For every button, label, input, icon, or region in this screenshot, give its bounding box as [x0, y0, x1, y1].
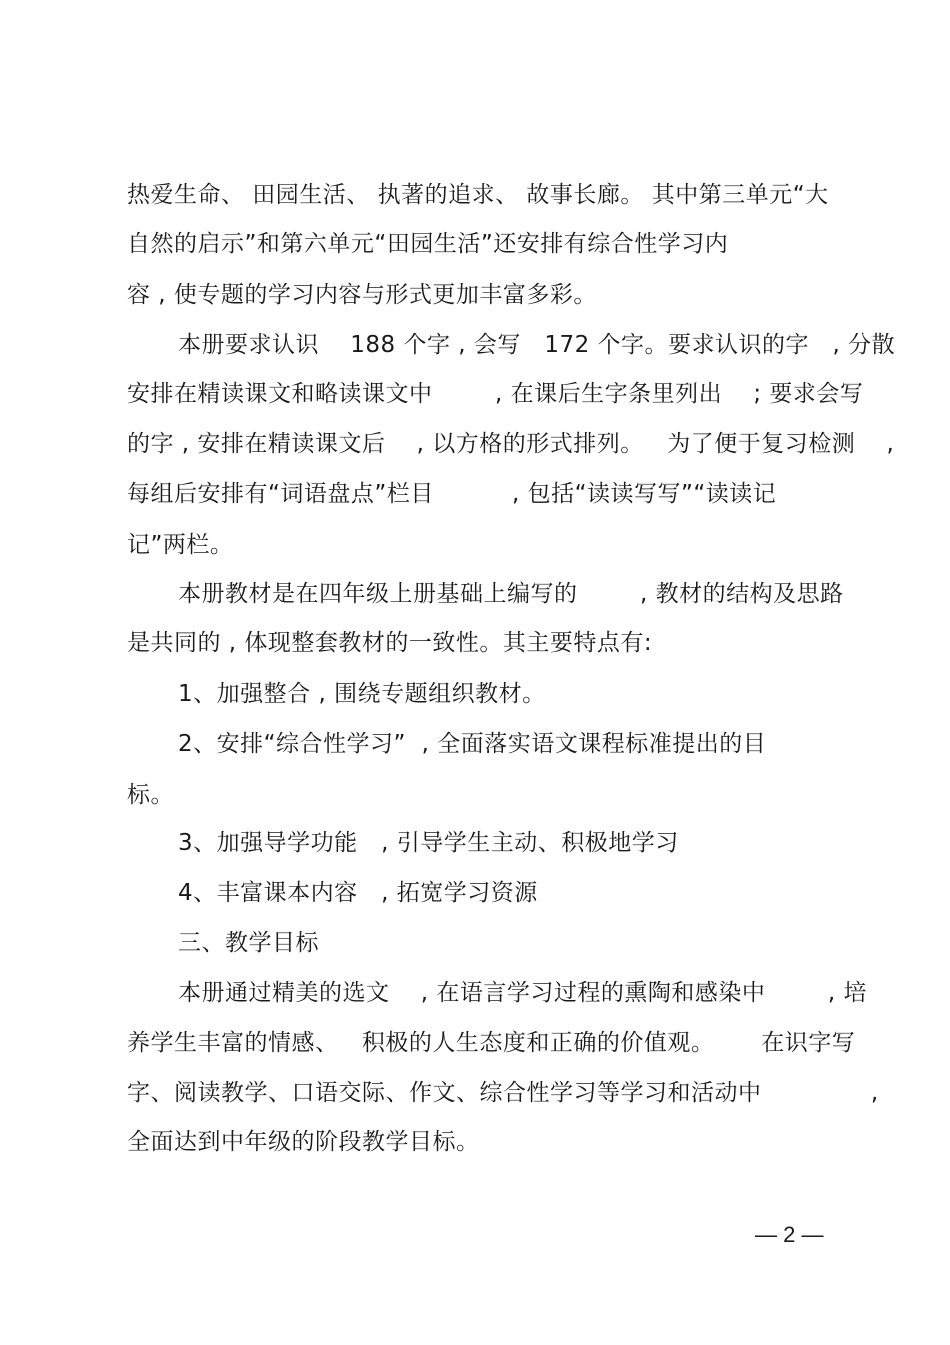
text-line: 安排在精读课文和略读课文中 , 在课后生字条里列出 ; 要求会写: [127, 381, 864, 407]
text-line: 1、加强整合 , 围绕专题组织教材。: [178, 681, 546, 707]
text-line: 本册通过精美的选文 , 在语言学习过程的熏陶和感染中 , 培: [178, 980, 867, 1006]
text-line: 记”两栏。: [127, 532, 234, 558]
text-line: 自然的启示”和第六单元“田园生活”还安排有综合性学习内: [127, 231, 729, 257]
text-line: 标。: [127, 782, 174, 808]
text-line: 4、丰富课本内容 , 拓宽学习资源: [178, 880, 538, 906]
text-line: 热爱生命、 田园生活、 执著的追求、 故事长廊。 其中第三单元“大: [127, 182, 829, 208]
text-line: 2、安排“综合性学习” , 全面落实语文课程标准提出的目: [178, 731, 767, 757]
text-line: 是共同的 , 体现整套教材的一致性。其主要特点有:: [127, 630, 653, 656]
text-line: 的字 , 安排在精读课文后 , 以方格的形式排列。 为了便于复习检测 ,: [127, 431, 895, 457]
section-heading: 三、教学目标: [178, 930, 319, 956]
text-line: 本册要求认识 188 个字 , 会写 172 个字。要求认识的字 , 分散: [178, 332, 896, 358]
text-line: 每组后安排有“词语盘点”栏目 , 包括“读读写写”“读读记: [127, 481, 777, 507]
text-line: 字、阅读教学、口语交际、作文、综合性学习等学习和活动中 ,: [127, 1080, 879, 1106]
page-number: — 2 —: [755, 1222, 824, 1247]
text-line: 本册教材是在四年级上册基础上编写的 , 教材的结构及思路: [178, 581, 844, 607]
text-line: 全面达到中年级的阶段教学目标。: [127, 1129, 480, 1155]
text-line: 养学生丰富的情感、 积极的人生态度和正确的价值观。 在识字写: [127, 1030, 856, 1056]
text-line: 容 , 使专题的学习内容与形式更加丰富多彩。: [127, 282, 597, 308]
text-line: 3、加强导学功能 , 引导学生主动、积极地学习: [178, 830, 679, 856]
